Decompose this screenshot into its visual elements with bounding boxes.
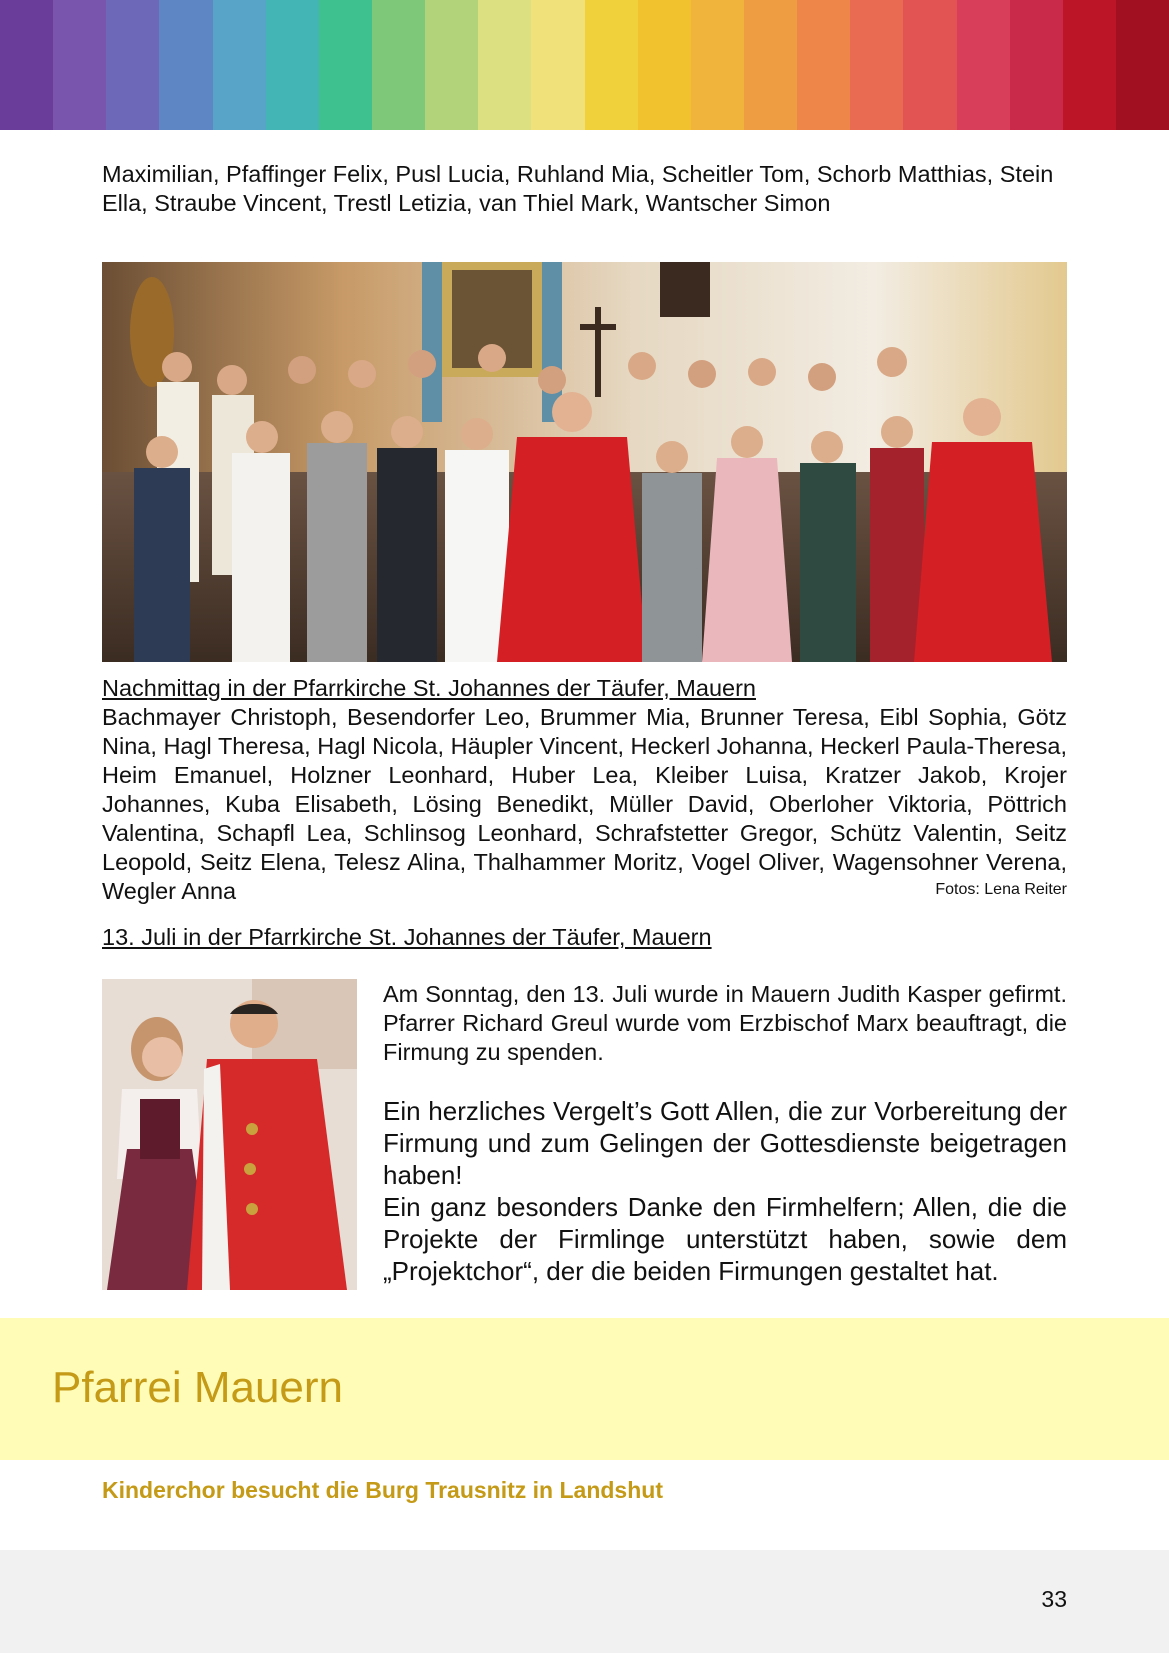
rainbow-stripe xyxy=(372,0,425,130)
rainbow-stripe xyxy=(266,0,319,130)
photo-credit: Fotos: Lena Reiter xyxy=(935,881,1067,898)
rainbow-stripe xyxy=(319,0,372,130)
rainbow-stripe xyxy=(1063,0,1116,130)
rainbow-stripe xyxy=(585,0,638,130)
rainbow-stripe xyxy=(744,0,797,130)
rainbow-header-banner xyxy=(0,0,1169,130)
intro-names-paragraph: Maximilian, Pfaffinger Felix, Pusl Lucia, Ruhland Mia, Scheitler Tom, Schorb Matthias, Stein Ella, Straube Vincent, Trestl Letizia, van Thiel Mark, Wantscher Simon xyxy=(102,161,1054,216)
july-section-title: 13. Juli in der Pfarrkirche St. Johannes der Täufer, Mauern xyxy=(102,924,712,950)
section-subheading: Kinderchor besucht die Burg Trausnitz in Landshut xyxy=(102,1477,663,1503)
rainbow-stripe xyxy=(531,0,584,130)
july-paragraph-1: Am Sonntag, den 13. Juli wurde in Mauern Judith Kasper gefirmt. Pfarrer Richard Greul wurde vom Erzbischof Marx beauftragt, die Firmung zu spenden. xyxy=(383,981,1067,1065)
rainbow-stripe xyxy=(903,0,956,130)
rainbow-stripe xyxy=(425,0,478,130)
rainbow-stripe xyxy=(213,0,266,130)
afternoon-caption-title: Nachmittag in der Pfarrkirche St. Johannes der Täufer, Mauern xyxy=(102,675,756,701)
rainbow-stripe xyxy=(638,0,691,130)
rainbow-stripe xyxy=(691,0,744,130)
confirmation-photo xyxy=(102,979,357,1290)
rainbow-stripe xyxy=(957,0,1010,130)
rainbow-stripe xyxy=(478,0,531,130)
page-footer xyxy=(0,1550,1169,1653)
rainbow-stripe xyxy=(797,0,850,130)
section-title: Pfarrei Mauern xyxy=(52,1363,344,1412)
rainbow-stripe xyxy=(1010,0,1063,130)
rainbow-stripe xyxy=(159,0,212,130)
july-paragraph-3: Ein ganz besonders Danke den Firmhelfern; Allen, die die Projekte der Firmlinge unterstützt haben, sowie dem „Projektchor“, der die beiden Firmungen gestaltet hat. xyxy=(383,1192,1067,1286)
rainbow-stripe xyxy=(1116,0,1169,130)
group-photo xyxy=(102,262,1067,662)
rainbow-stripe xyxy=(53,0,106,130)
afternoon-names-paragraph: Bachmayer Christoph, Besendorfer Leo, Brummer Mia, Brunner Teresa, Eibl Sophia, Götz Nina, Hagl Theresa, Hagl Nicola, Häupler Vincent, Heckerl Johanna, Heckerl Paula-Theresa, Heim Emanuel, Holzner Leonhard, Huber Lea, Kleiber Luisa, Kratzer Jakob, Krojer Johannes, Kuba Elisabeth, Lösing Benedikt, Müller David, Oberloher Viktoria, Pöttrich Valentina, Schapfl Lea, Schlinsog Leonhard, Schrafstetter Gregor, Schütz Valentin, Seitz Leopold, Seitz Elena, Telesz Alina, Thalhammer Moritz, Vogel Oliver, Wagensohner Verena, Wegler Anna xyxy=(102,704,1067,904)
rainbow-stripe xyxy=(106,0,159,130)
page-number: 33 xyxy=(1041,1586,1067,1612)
rainbow-stripe xyxy=(850,0,903,130)
july-paragraph-2: Ein herzliches Vergelt’s Gott Allen, die zur Vorbereitung der Firmung und zum Gelingen der Gottesdienste beigetragen haben! xyxy=(383,1096,1067,1190)
rainbow-stripe xyxy=(0,0,53,130)
